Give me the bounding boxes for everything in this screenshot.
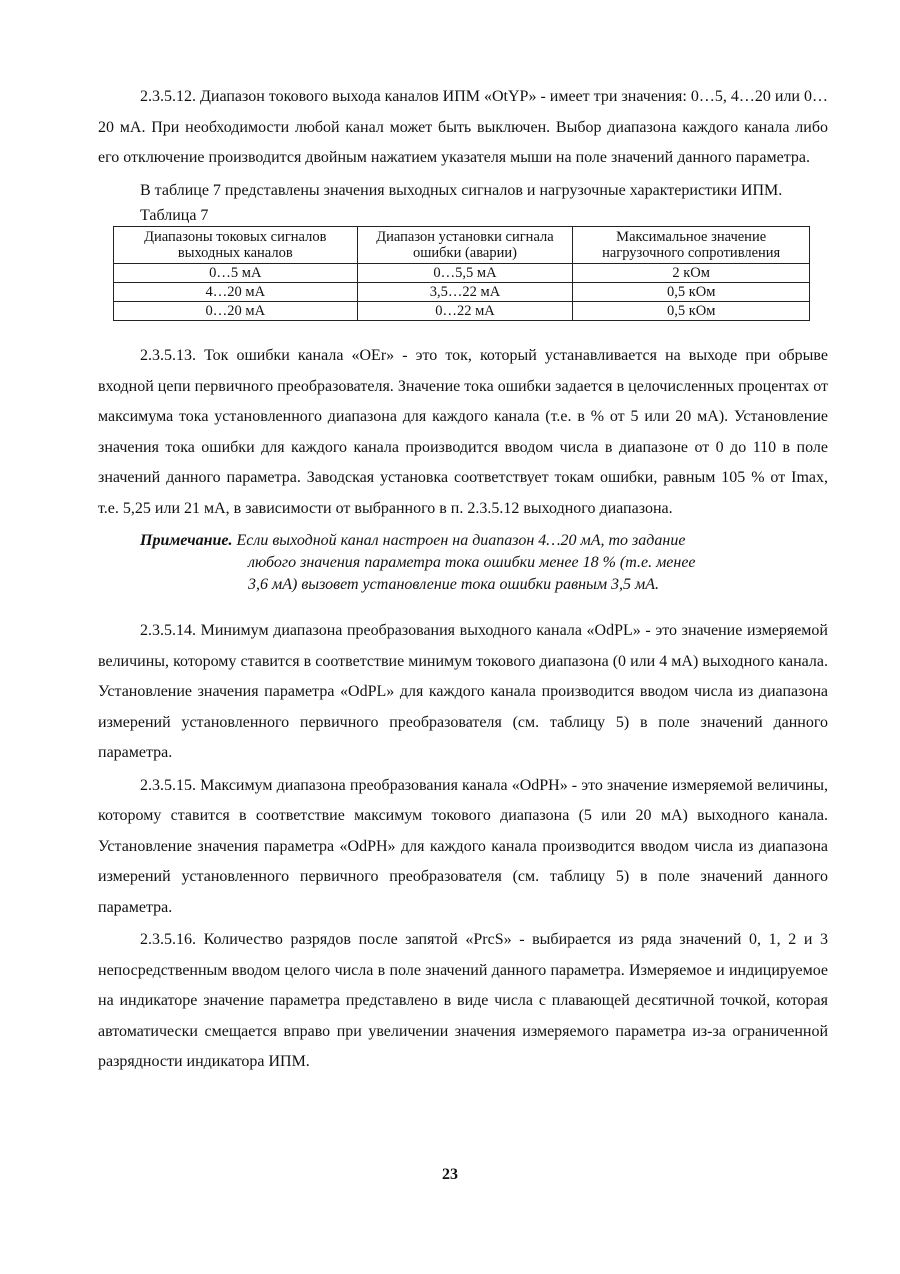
- paragraph-2-3-5-16: 2.3.5.16. Количество разрядов после запятой «PrcS» - выбирается из ряда значений 0, 1, 2 и 3 непосредственным вводом целого числа в поле значений данного параметра. Измеряемое и индицируемое на индикаторе значение параметра представлено в виде числа с плавающей десятичной точкой, которая автоматически смещается вправо при увеличении значения измеряемого параметра из-за ограниченной разрядности индикатора ИПМ.: [98, 931, 828, 1070]
- note-line-2: любого значения параметра тока ошибки менее 18 % (т.е. менее: [248, 554, 696, 571]
- table-row: [114, 302, 810, 321]
- table-cell: 0,5 кОм: [573, 283, 810, 302]
- table-cell: 4…20 мА: [114, 283, 358, 302]
- table-cell: 0…5 мА: [114, 264, 358, 283]
- table-cell: 2 кОм: [573, 264, 810, 283]
- table-cell: 0…5,5 мА: [357, 264, 573, 283]
- note-block: [140, 530, 780, 596]
- page-number: 23: [442, 1166, 458, 1183]
- table-row: [114, 283, 810, 302]
- paragraph-2-3-5-15: 2.3.5.15. Максимум диапазона преобразования канала «OdPH» - это значение измеряемой величины, которому ставится в соответствие максимум токового диапазона (5 или 20 мА) выходного канала. Установление значения параметра «OdPH» для каждого канала производится вводом числа из диапазона измерений установленного первичного преобразователя (см. таблицу 5) в поле значений данного параметра.: [98, 776, 828, 916]
- table-header-cell: Диапазон установки сигнала ошибки (аварии): [357, 227, 573, 264]
- table-cell: 0…20 мА: [114, 302, 358, 321]
- table-row: [114, 264, 810, 283]
- note-line-3: 3,6 мА) вызовет установление тока ошибки равным 3,5 мА.: [248, 576, 660, 593]
- table-cell: 3,5…22 мА: [357, 283, 573, 302]
- note-label: Примечание.: [140, 532, 233, 549]
- table-header-cell: Максимальное значение нагрузочного сопротивления: [573, 227, 810, 264]
- table-header-row: [114, 227, 810, 264]
- table-header-cell: Диапазоны токовых сигналов выходных каналов: [114, 227, 358, 264]
- document-page: [98, 82, 828, 1078]
- table-cell: 0,5 кОм: [573, 302, 810, 321]
- paragraph-2-3-5-14: 2.3.5.14. Минимум диапазона преобразования выходного канала «OdPL» - это значение измеряемой величины, которому ставится в соответствие минимум токового диапазона (0 или 4 мА) выходного канала. Установление значения параметра «OdPL» для каждого канала производится вводом числа из диапазона измерений установленного первичного преобразователя (см. таблицу 5) в поле значений данного параметра.: [98, 622, 828, 761]
- note-text-1: Если выходной канал настроен на диапазон 4…20 мА, то задание: [236, 532, 686, 549]
- table-cell: 0…22 мА: [357, 302, 573, 321]
- paragraph-2-3-5-12: 2.3.5.12. Диапазон токового выхода каналов ИПМ «OtYP» - имеет три значения: 0…5, 4…20 или 0…20 мА. При необходимости любой канал может быть выключен. Выбор диапазона каждого канала либо его отключение производится двойным нажатием указателя мыши на поле значений данного параметра.: [98, 88, 828, 166]
- paragraph-table-intro: В таблице 7 представлены значения выходных сигналов и нагрузочные характеристики ИПМ.: [140, 181, 783, 199]
- table-7: [113, 226, 810, 321]
- note-line-1: [140, 530, 780, 552]
- table-7-caption: Таблица 7: [140, 207, 209, 224]
- paragraph-2-3-5-13: 2.3.5.13. Ток ошибки канала «OEr» - это ток, который устанавливается на выходе при обрыве входной цепи первичного преобразователя. Значение тока ошибки задается в целочисленных процентах от максимума тока установленного диапазона для каждого канала (т.е. в % от 5 или 20 мА). Установление значения тока ошибки для каждого канала производится вводом числа в диапазоне от 0 до 110 в поле значений данного параметра. Заводская установка соответствует токам ошибки, равным 105 % от Imax, т.е. 5,25 или 21 мА, в зависимости от выбранного в п. 2.3.5.12 выходного диапазона.: [98, 347, 828, 517]
